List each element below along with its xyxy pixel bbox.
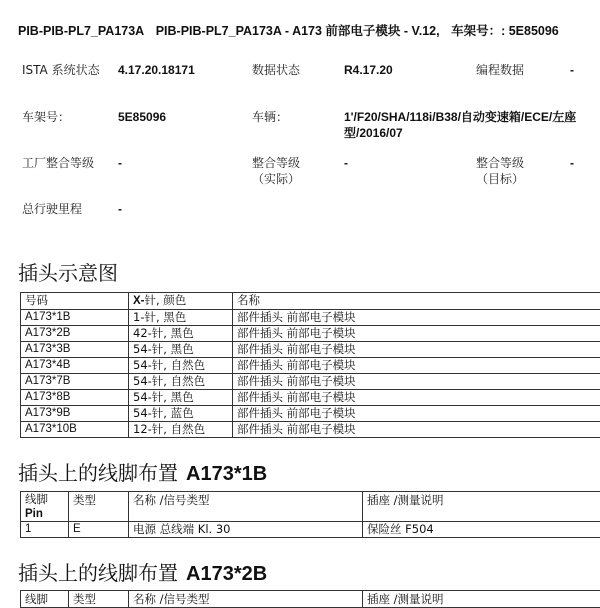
col-socket: 插座 /测量说明: [363, 591, 600, 608]
data-status-value: R4.17.20: [344, 62, 393, 78]
header-part2: PIB-PIB-PL7_PA173A - A173 前部电子模块 - V.12,: [156, 24, 440, 38]
programming-label: 编程数据: [476, 62, 561, 78]
col-type: 类型: [69, 492, 129, 522]
col-pin: 线脚: [21, 591, 69, 608]
table-row: A173*10B 12-针, 自然色 部件插头 前部电子模块: [21, 422, 600, 438]
vehicle-label: 车辆：: [252, 109, 337, 125]
target-integration-value: -: [570, 155, 574, 171]
factory-label: 工厂整合等级: [22, 155, 102, 171]
table-row: A173*2B 42-针, 黑色 部件插头 前部电子模块: [21, 326, 600, 342]
col-type: 类型: [69, 591, 129, 608]
table-row: A173*7B 54-针, 自然色 部件插头 前部电子模块: [21, 374, 600, 390]
connector-table: [20, 292, 600, 438]
table-row: A173*1B 1-针, 黑色 部件插头 前部电子模块: [21, 310, 600, 326]
table-row: A173*9B 54-针, 蓝色 部件插头 前部电子模块: [21, 406, 600, 422]
table-row: A173*3B 54-针, 黑色 部件插头 前部电子模块: [21, 342, 600, 358]
table-header-row: [21, 492, 600, 522]
col-pin: 线脚 Pin: [21, 492, 69, 522]
header-part3: 车架号：: 5E85096: [451, 24, 559, 38]
actual-integration-value: -: [344, 155, 348, 171]
programming-value: -: [570, 62, 574, 78]
vehicle-value: 1'/F20/SHA/118i/B38/自动变速箱/ECE/左座型/2016/07: [344, 109, 600, 141]
ista-value: 4.17.20.18171: [118, 62, 195, 78]
pin-table-1b: [20, 491, 600, 538]
table-header-row: [21, 591, 600, 608]
table-row: 1 E 电源 总线端 Kl. 30 保险丝 F504: [21, 522, 600, 538]
mileage-value: -: [118, 201, 122, 217]
table-header-row: [21, 293, 600, 310]
vin-label: 车架号：: [22, 109, 107, 125]
table-row: A173*4B 54-针, 自然色 部件插头 前部电子模块: [21, 358, 600, 374]
pin-table-2b: [20, 590, 600, 608]
col-name: 名称: [233, 293, 600, 310]
connector-diagram-heading: 插头示意图: [18, 257, 118, 286]
header-part1: PIB-PIB-PL7_PA173A: [18, 24, 144, 38]
pin-layout-heading-2b: 插头上的线脚布置 A173*2B: [18, 557, 267, 586]
factory-value: -: [118, 155, 122, 171]
document-header: [18, 21, 567, 39]
col-signal-name: 名称 /信号类型: [129, 492, 363, 522]
data-status-label: 数据状态: [252, 62, 337, 78]
vin-value: 5E85096: [118, 109, 166, 125]
mileage-label: 总行驶里程: [22, 201, 107, 217]
pin-layout-heading-1b: 插头上的线脚布置 A173*1B: [18, 457, 267, 486]
col-code: 号码: [21, 293, 129, 310]
target-integration-label: 整合等级（目标）: [476, 155, 546, 187]
ista-label: ISTA 系统状态: [22, 62, 107, 78]
actual-integration-label: 整合等级（实际）: [252, 155, 322, 187]
col-socket: 插座 /测量说明: [363, 492, 600, 522]
col-pins: X-针, 颜色: [129, 293, 233, 310]
col-signal-name: 名称 /信号类型: [129, 591, 363, 608]
table-row: A173*8B 54-针, 黑色 部件插头 前部电子模块: [21, 390, 600, 406]
